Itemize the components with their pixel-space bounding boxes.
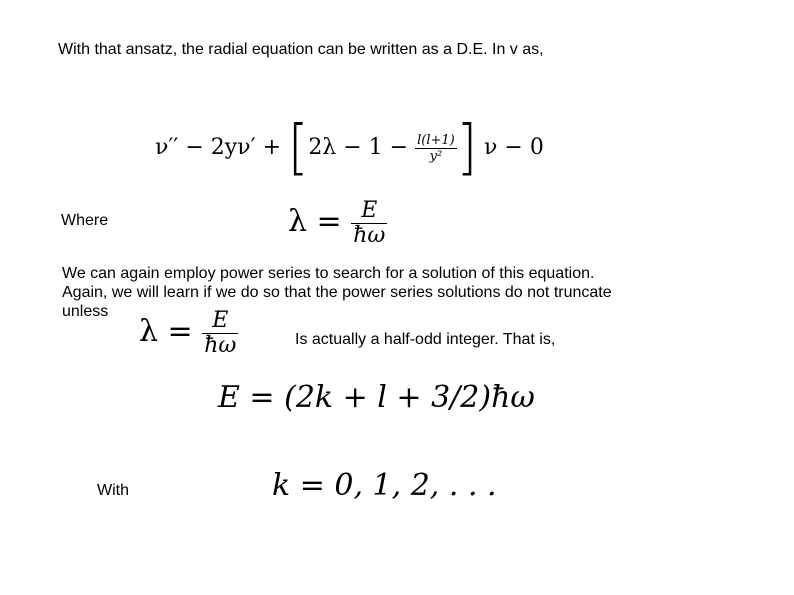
e-over-hbar-omega-fraction: [351, 199, 387, 248]
l-over-y-squared-fraction: [415, 133, 457, 164]
radial-lhs: ν′′ − 2yν′ +: [155, 135, 282, 160]
right-bracket: ]: [456, 113, 478, 183]
bracket-inner: 2λ − 1 −: [308, 135, 409, 160]
intro-sentence: With that ansatz, the radial equation can be written as a D.E. In v as,: [58, 41, 544, 58]
where-label: Where: [61, 212, 109, 229]
energy-equation: E = (2k + l + 3/2)ħω: [218, 380, 535, 415]
left-bracket: [: [288, 113, 309, 183]
fraction-numerator: l(l+1): [417, 132, 455, 148]
paragraph-line-1: We can again employ power series to search for a solution of this equation.: [62, 265, 595, 282]
fraction-numerator: E: [351, 199, 387, 224]
radial-equation: [155, 113, 544, 183]
lambda-lhs: λ =: [139, 314, 193, 349]
fraction-denominator: ħω: [204, 332, 237, 358]
fraction-denominator: y²: [429, 148, 443, 164]
paragraph-line-2: Again, we will learn if we do so that the power series solutions do not truncate: [62, 284, 612, 301]
with-label: With: [97, 482, 129, 499]
e-over-hbar-omega-fraction: [202, 309, 238, 358]
fraction-numerator: E: [202, 309, 238, 334]
lambda-definition: [288, 196, 387, 248]
fraction-denominator: ħω: [353, 222, 386, 248]
half-odd-sentence: Is actually a half-odd integer. That is,: [295, 331, 556, 348]
paragraph-line-3: unless: [62, 303, 109, 320]
radial-rhs: ν − 0: [484, 135, 544, 160]
lambda-lhs: λ =: [288, 204, 342, 239]
k-values-equation: k = 0, 1, 2, . . .: [272, 468, 497, 503]
lambda-definition-repeat: [139, 306, 238, 358]
